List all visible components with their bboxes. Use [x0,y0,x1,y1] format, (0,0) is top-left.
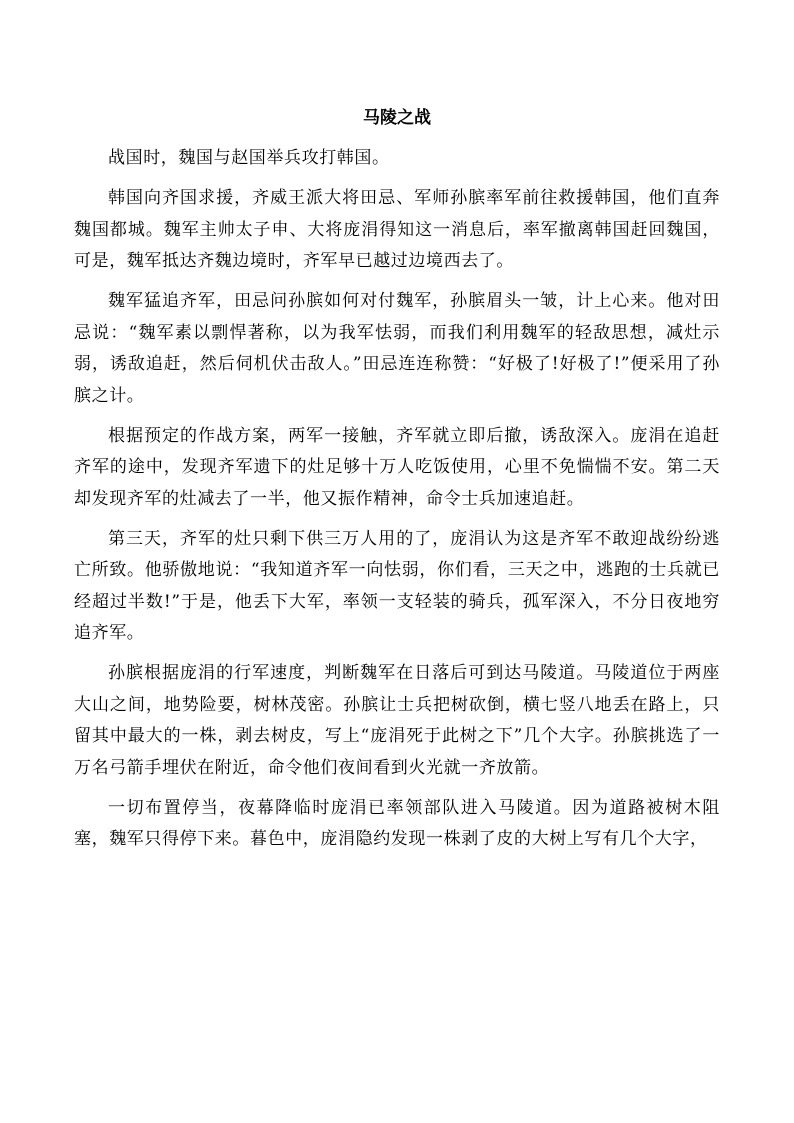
document-body [74,143,720,856]
paragraph-6: 孙膑根据庞涓的行军速度，判断魏军在日落后可到达马陵道。马陵道位于两座大山之间，地势险要，树林茂密。孙膑让士兵把树砍倒，横七竖八地丢在路上，只留其中最大的一株，剥去树皮，写上“庞涓死于此树之下”几个大字。孙膑挑选了一万名弓箭手埋伏在附近，命令他们夜间看到火光就一齐放箭。 [74,663,720,778]
paragraph-4: 根据预定的作战方案，两军一接触，齐军就立即后撤，诱敌深入。庞涓在追赶齐军的途中，发现齐军遗下的灶足够十万人吃饭使用，心里不免惴惴不安。第二天却发现齐军的灶减去了一半，他又振作精神，命令士兵加速追赶。 [74,425,720,509]
paragraph-2: 韩国向齐国求援，齐威王派大将田忌、军师孙膑率军前往救援韩国，他们直奔魏国都城。魏军主帅太子申、大将庞涓得知这一消息后，率军撤离韩国赶回魏国，可是，魏军抵达齐魏边境时，齐军早已越过边境西去了。 [74,188,720,271]
paragraph-3: 魏军猛追齐军，田忌问孙膑如何对付魏军，孙膑眉头一皱，计上心来。他对田忌说：“魏军素以剽悍著称，以为我军怯弱，而我们利用魏军的轻敌思想，减灶示弱，诱敌追赶，然后伺机伏击敌人。”田忌连连称赞：“好极了!好极了!”便采用了孙膑之计。 [74,291,720,406]
paragraph-7: 一切布置停当，夜幕降临时庞涓已率领部队进入马陵道。因为道路被树木阻塞，魏军只得停下来。暮色中，庞涓隐约发现一株剥了皮的大树上写有几个大字， [74,797,720,849]
paragraph-1: 战国时，魏国与赵国举兵攻打韩国。 [108,148,390,168]
document-title: 马陵之战 [363,108,431,128]
paragraph-5: 第三天，齐军的灶只剩下供三万人用的了，庞涓认为这是齐军不敢迎战纷纷逃亡所致。他骄傲地说：“我知道齐军一向怯弱，你们看，三天之中，逃跑的士兵就已经超过半数!”于是，他丢下大军，率领一支轻装的骑兵，孤军深入，不分日夜地穷追齐军。 [74,528,720,643]
